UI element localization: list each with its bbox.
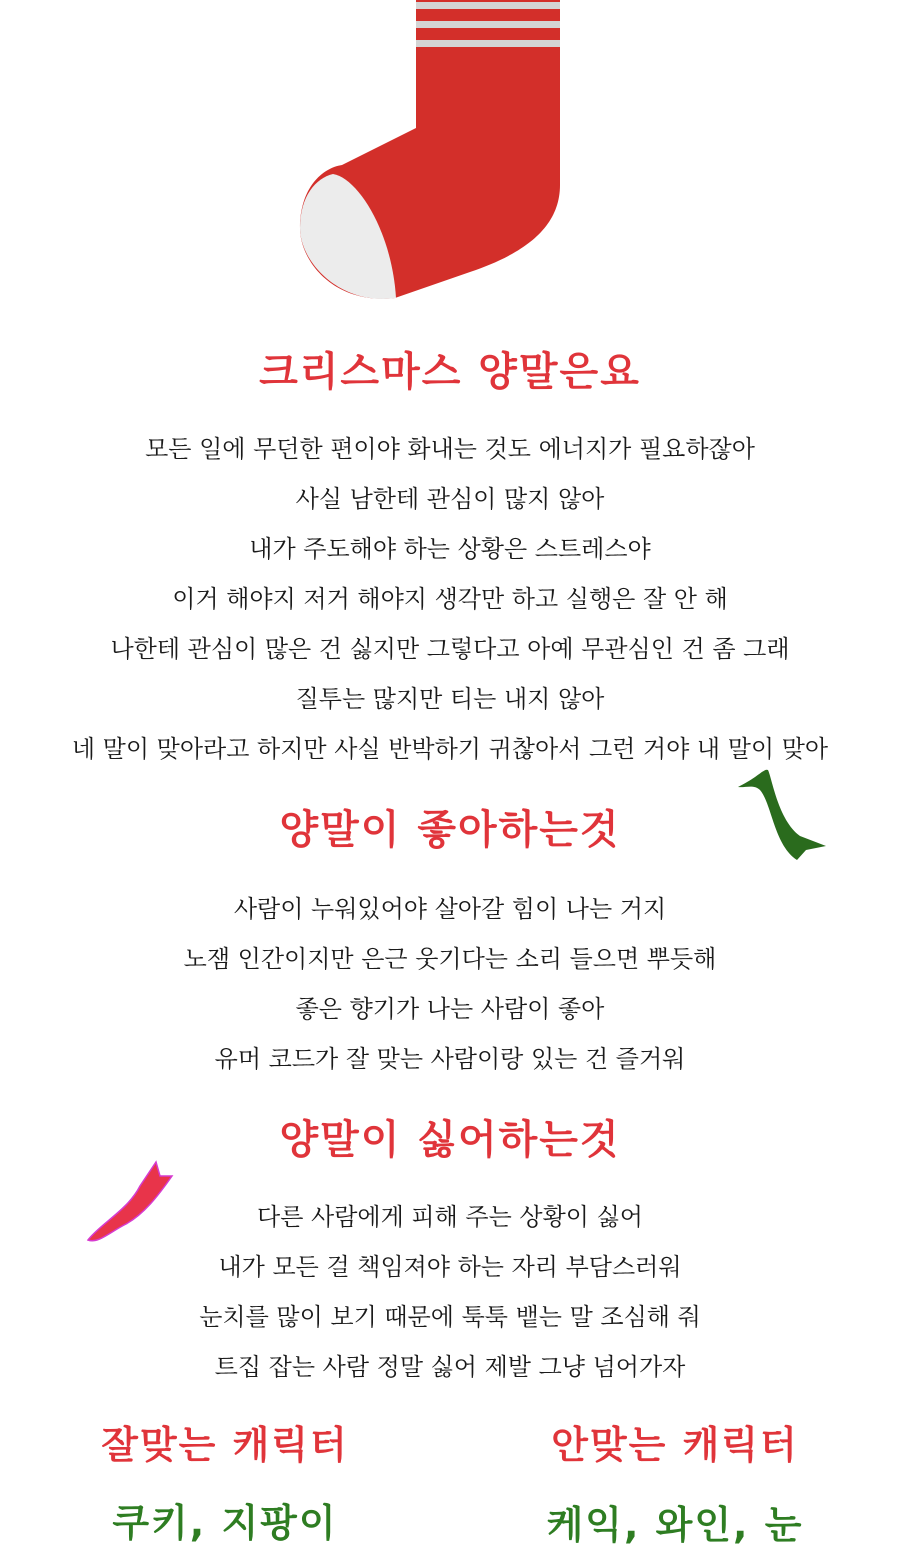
sock-stripe-1	[416, 2, 560, 9]
intro-line: 내가 주도해야 하는 상황은 스트레스야	[249, 535, 651, 563]
likes-line: 유머 코드가 잘 맞는 사람이랑 있는 건 즐거워	[214, 1045, 686, 1073]
intro-line: 질투는 많지만 티는 내지 않아	[295, 685, 605, 713]
intro-list	[0, 424, 900, 774]
intro-line: 모든 일에 무던한 편이야 화내는 것도 에너지가 필요하잖아	[145, 435, 755, 463]
christmas-sock-icon	[290, 0, 580, 310]
dislikes-title: 양말이 싫어하는것	[279, 1117, 621, 1163]
intro-line: 나한테 관심이 많은 건 싫지만 그렇다고 아예 무관심인 건 좀 그래	[110, 635, 790, 663]
dislikes-line: 눈치를 많이 보기 때문에 툭툭 뱉는 말 조심해 줘	[199, 1303, 701, 1331]
sock-stripe-2	[416, 21, 560, 28]
likes-line: 좋은 향기가 나는 사람이 좋아	[295, 995, 605, 1023]
intro-line: 사실 남한테 관심이 많지 않아	[295, 485, 605, 513]
good-match-title: 잘맞는 캐릭터	[101, 1423, 349, 1467]
dislikes-line: 내가 모든 걸 책임져야 하는 자리 부담스러워	[218, 1253, 682, 1281]
good-match-value: 쿠키, 지팡이	[112, 1501, 338, 1545]
dislikes-list	[0, 1192, 900, 1392]
sock-stripe-3	[416, 40, 560, 47]
likes-line: 사람이 누워있어야 살아갈 힘이 나는 거지	[233, 895, 667, 923]
dislikes-line: 다른 사람에게 피해 주는 상황이 싫어	[257, 1203, 643, 1231]
dislikes-line: 트집 잡는 사람 정말 싫어 제발 그냥 넘어가자	[214, 1353, 686, 1381]
likes-line: 노잼 인간이지만 은근 웃기다는 소리 들으면 뿌듯해	[183, 945, 717, 973]
bad-match-value: 케익, 와인, 눈	[546, 1503, 804, 1547]
bad-match-title: 안맞는 캐릭터	[551, 1423, 799, 1467]
likes-title: 양말이 좋아하는것	[279, 807, 621, 853]
intro-line: 이거 해야지 저거 해야지 생각만 하고 실행은 잘 안 해	[172, 585, 728, 613]
intro-line: 네 말이 맞아라고 하지만 사실 반박하기 귀찮아서 그런 거야 내 말이 맞아	[71, 735, 829, 763]
likes-list	[0, 884, 900, 1084]
intro-title: 크리스마스 양말은요	[259, 349, 641, 395]
